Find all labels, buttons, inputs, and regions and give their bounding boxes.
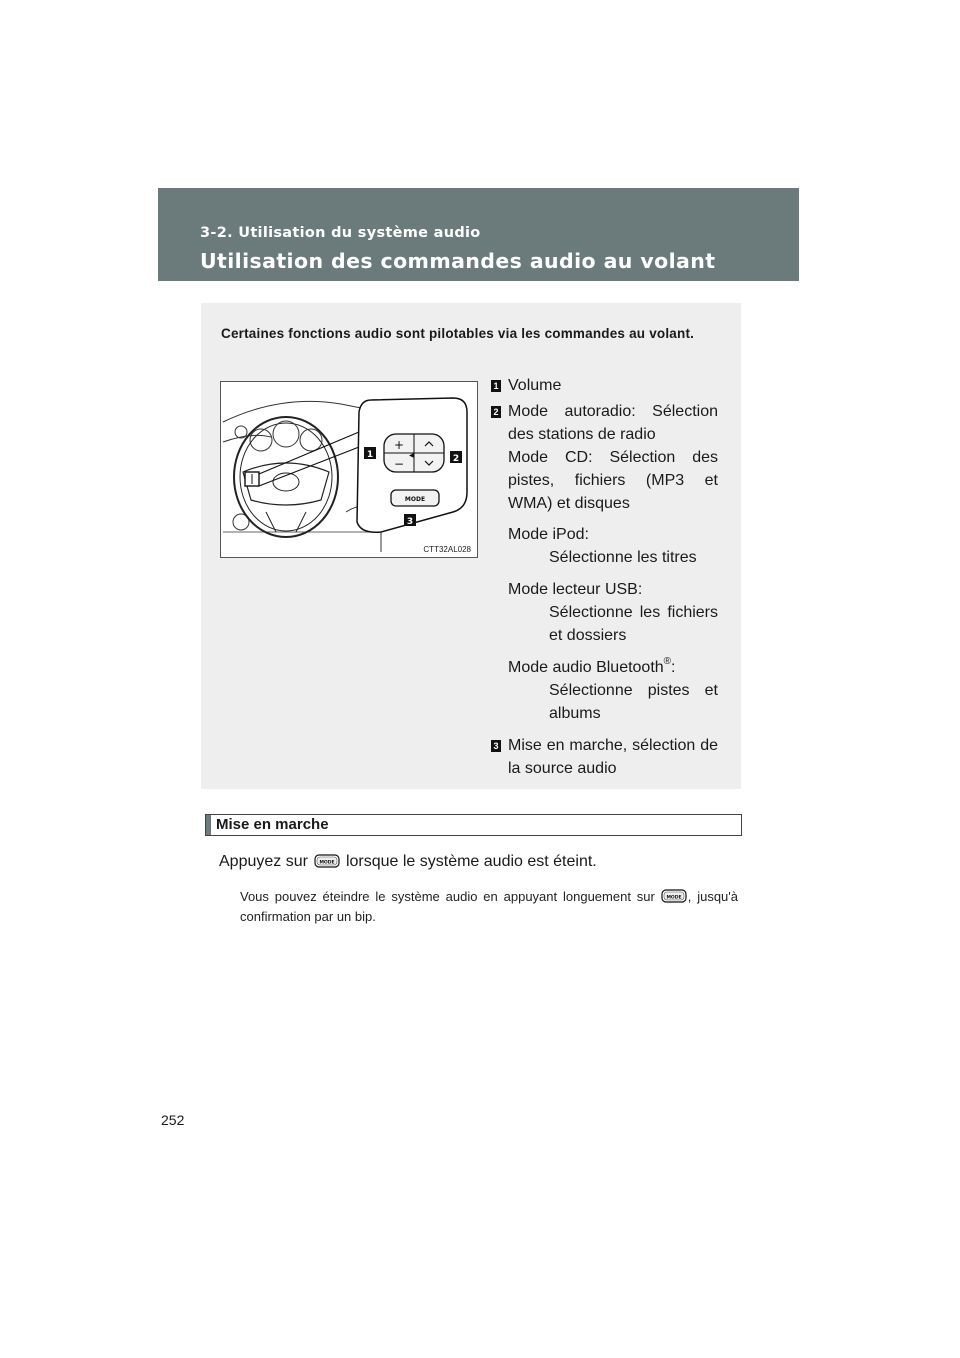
page-number: 252 [161,1112,185,1128]
subsection-title: Mise en marche [216,816,329,833]
mode-button-icon [314,853,340,869]
intro-box [201,303,741,789]
instruction-paragraph [219,853,597,871]
callout-2: 2 [452,454,460,464]
mode-button-label: MODE [404,496,426,503]
svg-text:MODE: MODE [319,860,335,866]
svg-text:MODE: MODE [666,895,682,901]
svg-text:−: − [393,457,405,471]
callout-3: 3 [406,517,414,527]
svg-text:+: + [393,438,405,452]
ipod-mode [491,523,718,569]
subsection-heading [205,814,742,836]
usb-desc: Sélectionne les fichiers et dossiers [549,604,718,644]
ipod-desc: Sélectionne les titres [549,549,697,566]
section-label: 3-2. Utilisation du système audio [200,225,481,241]
control-list [491,374,718,780]
figure-code: CTT32AL028 [423,545,471,554]
item-number: 1 [491,380,501,392]
mode-button-icon [661,888,687,904]
list-item [491,374,718,397]
svg-text:◀: ◀ [409,452,414,459]
para-text-before: Appuyez sur [219,853,308,870]
callout-1: 1 [366,450,374,460]
bluetooth-mode [491,656,718,725]
item-text: Mode autoradio: Sélection des stations de radio [508,403,718,443]
steering-wheel-illustration [221,382,477,557]
list-item [491,400,718,446]
heading-stripe [206,815,211,835]
item-number: 2 [491,406,501,418]
item-number: 3 [491,740,501,752]
bluetooth-title: Mode audio Bluetooth®: [508,656,676,676]
cd-mode: Mode CD: Sélection des pistes, fichiers (MP3 et WMA) et disques [508,449,718,512]
item-text: Volume [508,377,562,394]
item-text: Mise en marche, sélection de la source audio [508,737,718,777]
intro-text: Certaines fonctions audio sont pilotables via les commandes au volant. [221,326,695,341]
bluetooth-desc: Sélectionne pistes et albums [549,682,718,722]
steering-wheel-figure [220,381,478,558]
ipod-title: Mode iPod: [508,526,589,543]
page-title: Utilisation des commandes audio au volant [200,249,716,273]
usb-mode [491,578,718,647]
usb-title: Mode lecteur USB: [508,581,643,598]
para-text-after: lorsque le système audio est éteint. [345,853,597,870]
note-text: Vous pouvez éteindre le système audio en appuyant longuement sur MODE , jusqu'à confirmation par un bip. [240,889,738,924]
chapter-header [158,188,799,281]
list-item [491,734,718,780]
